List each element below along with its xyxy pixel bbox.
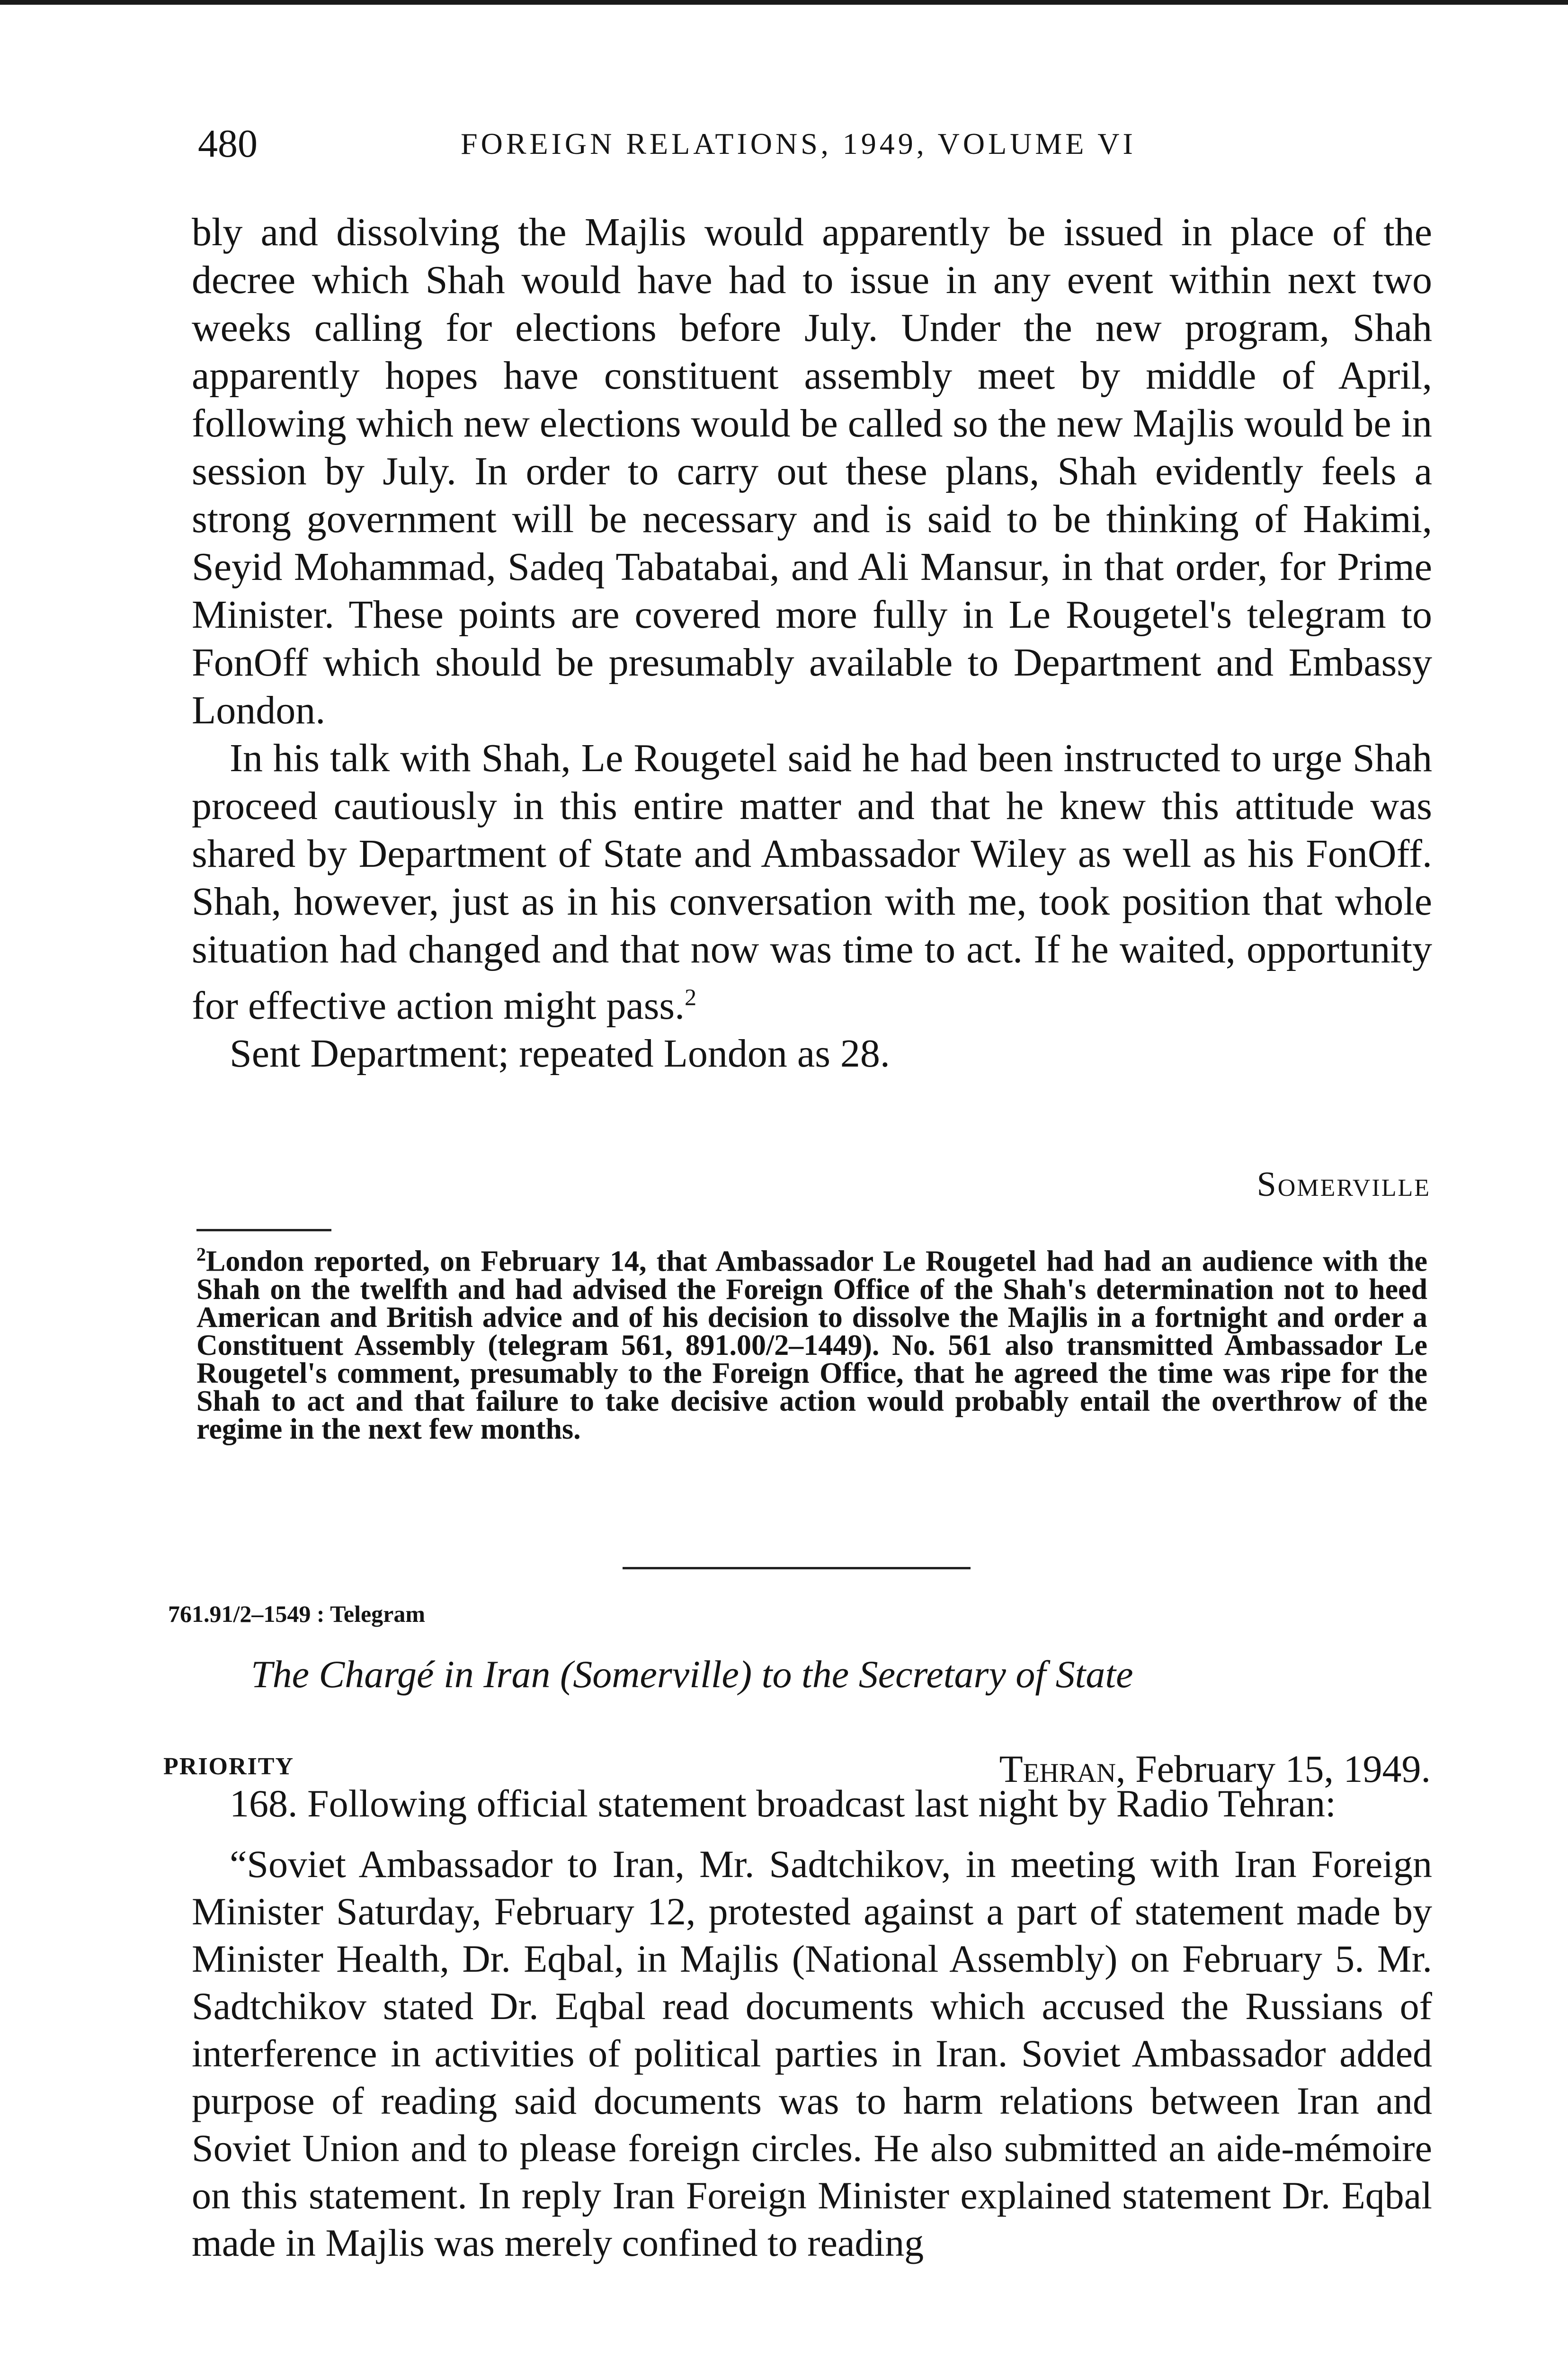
telegram-body: [192, 1780, 1432, 2267]
paragraph: [192, 734, 1432, 1030]
document-title: The Chargé in Iran (Somerville) to the Secretary of State: [251, 1653, 1133, 1696]
top-border: [0, 0, 1568, 5]
page-header: [198, 121, 1429, 178]
footnote-text: London reported, on February 14, that Ambassador Le Rougetel had had an audience with the Shah on the twelfth and had advised the Foreign Office of the Shah's determination not to heed American and British advice and of his decision to dissolve the Majlis in a fortnight and order a Constituent Assembly (telegram 561, 891.00/2–1449). No. 561 also transmitted Ambassador Le Rougetel's comment, presumably to the Foreign Office, that he agreed the time was ripe for the Shah to act and that failure to take decisive action would probably entail the overthrow of the regime in the next few months.: [196, 1245, 1427, 1445]
paragraph: 168. Following official statement broadcast last night by Radio Tehran:: [230, 1782, 1336, 1825]
dateline-date: February 15, 1949.: [1135, 1747, 1431, 1790]
dateline-place: Tehran,: [999, 1747, 1126, 1790]
telegram-continuation: [192, 208, 1432, 1077]
footnote-divider: [196, 1229, 331, 1231]
footnote: [196, 1240, 1427, 1443]
paragraph: “Soviet Ambassador to Iran, Mr. Sadtchikov, in meeting with Iran Foreign Minister Saturday, February 12, protested against a part of statement made by Minister Health, Dr. Eqbal, in Majlis (National Assembly) on February 5. Mr. Sadtchikov stated Dr. Eqbal read documents which accused the Russians of interference in activities of political parties in Iran. Soviet Ambassador added purpose of reading said documents was to harm relations between Iran and Soviet Union and to please foreign circles. He also submitted an aide-mémoire on this statement. In reply Iran Foreign Minister explained statement Dr. Eqbal made in Majlis was merely confined to reading: [192, 1842, 1432, 2264]
running-head: FOREIGN RELATIONS, 1949, VOLUME VI: [461, 127, 1136, 160]
signature: Somerville: [1256, 1165, 1431, 1204]
priority-label: PRIORITY: [163, 1753, 294, 1780]
file-reference: 761.91/2–1549 : Telegram: [168, 1601, 426, 1627]
footnote-marker: 2: [196, 1244, 206, 1265]
paragraph-text: In his talk with Shah, Le Rougetel said he had been instructed to urge Shah proceed cautiously in this entire matter and that he knew this attitude was shared by Department of State and Ambassador Wiley as well as his FonOff. Shah, however, just as in his conversation with me, took position that whole situation had changed and that now was time to act. If he waited, opportunity for effective action might pass.: [192, 736, 1432, 1028]
footnote-ref[interactable]: 2: [685, 984, 697, 1010]
paragraph: Sent Department; repeated London as 28.: [230, 1032, 890, 1076]
section-divider: [623, 1567, 971, 1569]
page-number: 480: [198, 122, 258, 166]
paragraph: bly and dissolving the Majlis would apparently be issued in place of the decree which Shah would have had to issue in any event within next two weeks calling for elections before July. Under the new program, Shah apparently hopes have constituent assembly meet by middle of April, following which new elections would be called so the new Majlis would be in session by July. In order to carry out these plans, Shah evidently feels a strong government will be necessary and is said to be thinking of Hakimi, Seyid Mohammad, Sadeq Tabatabai, and Ali Mansur, in that order, for Prime Minister. These points are covered more fully in Le Rougetel's telegram to FonOff which should be presumably available to Department and Embassy London.: [192, 210, 1432, 732]
